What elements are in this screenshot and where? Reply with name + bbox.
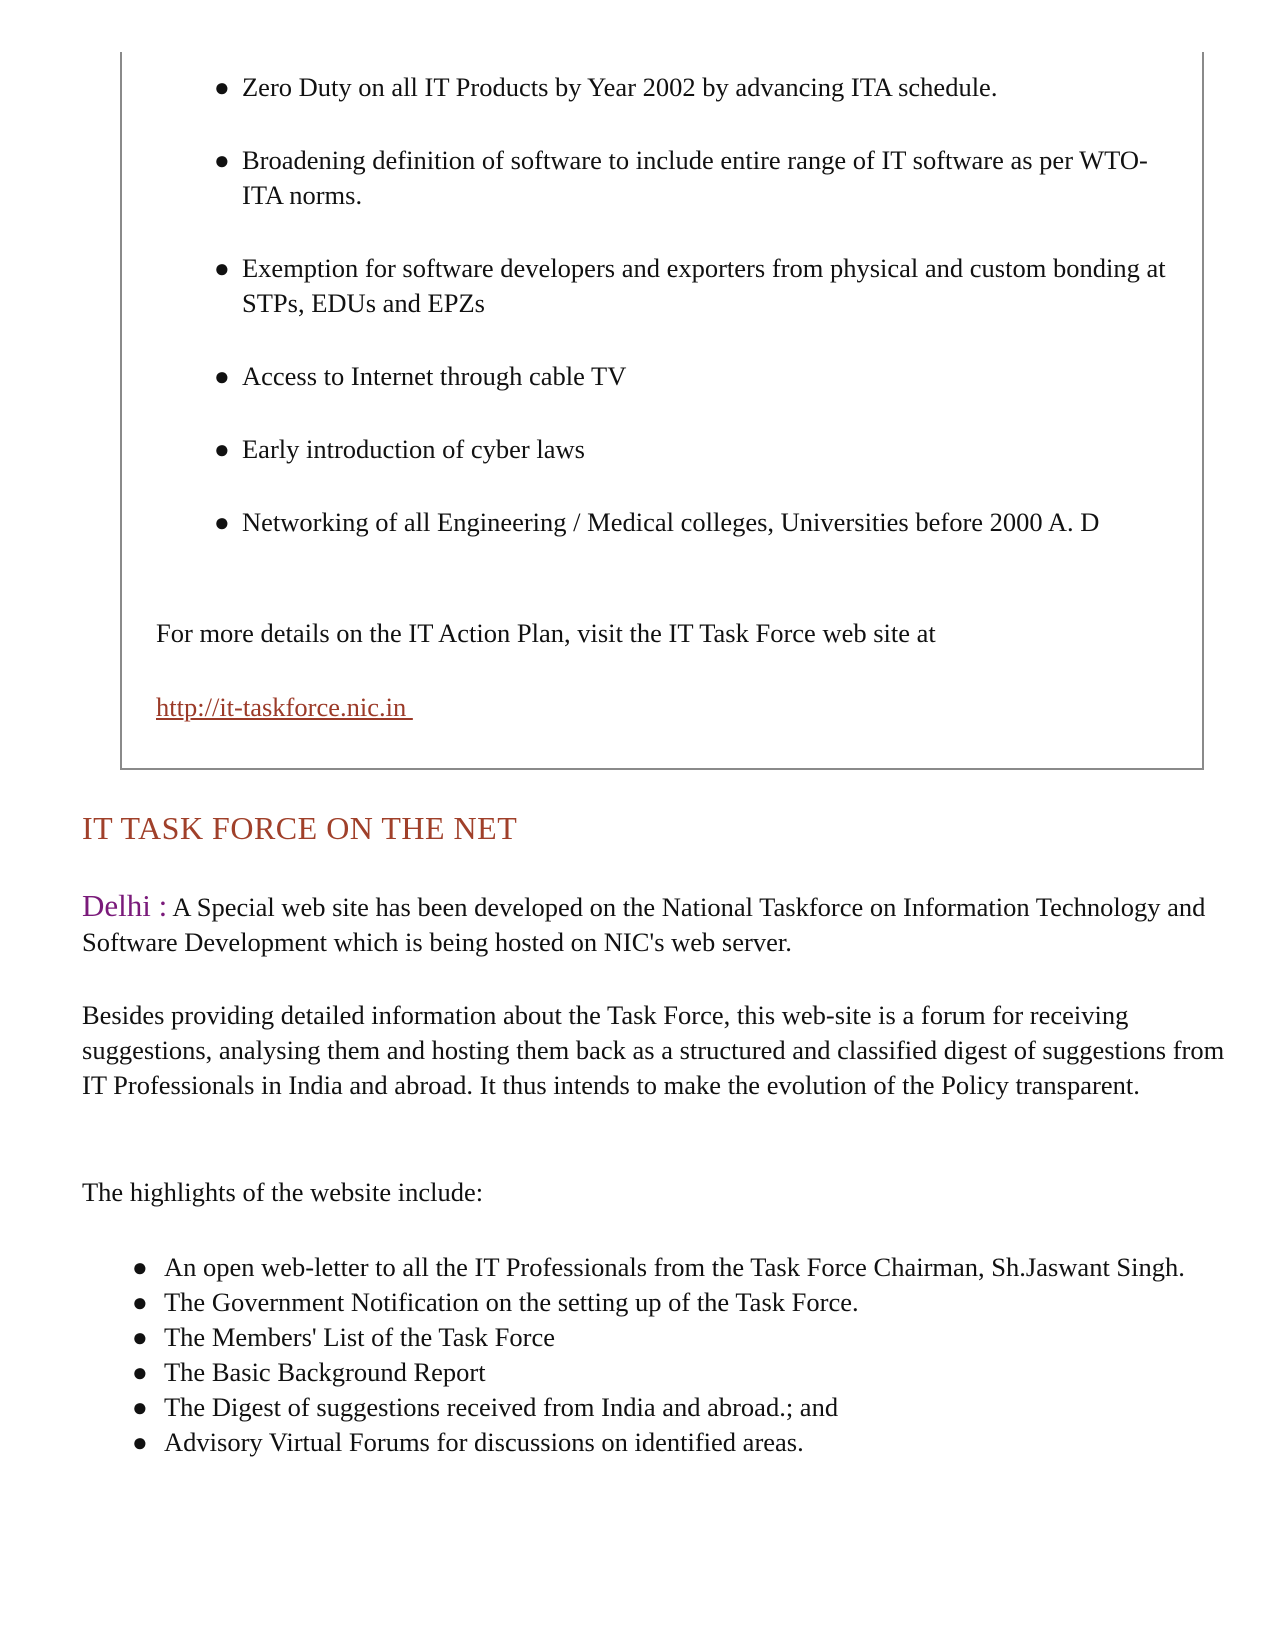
intro-text: A Special web site has been developed on the National Taskforce on Information Technology and Software Development which is being hosted on NIC's web server. xyxy=(82,892,1206,957)
bullet-icon: ● xyxy=(214,254,230,283)
bullet-icon: ● xyxy=(214,73,230,102)
list-item-text: Advisory Virtual Forums for discussions on identified areas. xyxy=(164,1427,804,1457)
bullet-icon: ● xyxy=(214,362,230,391)
bullet-icon: ● xyxy=(132,1288,148,1317)
list-item-text: Networking of all Engineering / Medical colleges, Universities before 2000 A. D xyxy=(242,507,1100,537)
list-item xyxy=(132,1320,1212,1355)
bullet-icon: ● xyxy=(214,146,230,175)
list-item xyxy=(132,1390,1212,1425)
list-item-text: The Government Notification on the setting up of the Task Force. xyxy=(164,1287,859,1317)
bullet-icon: ● xyxy=(214,508,230,537)
list-item xyxy=(214,359,1174,394)
list-item-text: Early introduction of cyber laws xyxy=(242,434,585,464)
list-item-text: Zero Duty on all IT Products by Year 2002 by advancing ITA schedule. xyxy=(242,72,998,102)
bullet-icon: ● xyxy=(214,435,230,464)
list-item-text: The Members' List of the Task Force xyxy=(164,1322,556,1352)
bullet-icon: ● xyxy=(132,1393,148,1422)
bullet-icon: ● xyxy=(132,1428,148,1457)
section-heading: IT TASK FORCE ON THE NET xyxy=(82,810,518,846)
list-item-text: Access to Internet through cable TV xyxy=(242,361,627,391)
bullet-icon: ● xyxy=(132,1358,148,1387)
it-taskforce-link[interactable]: http://it-taskforce.nic.in xyxy=(156,692,413,722)
bullet-icon: ● xyxy=(132,1323,148,1352)
list-item-text: An open web-letter to all the IT Professionals from the Task Force Chairman, Sh.Jaswant Singh. xyxy=(164,1252,1185,1282)
highlights-list xyxy=(132,1250,1212,1460)
list-item xyxy=(132,1355,1212,1390)
list-item-text: Broadening definition of software to include entire range of IT software as per WTO-ITA norms. xyxy=(242,145,1148,210)
list-item xyxy=(214,251,1174,321)
bullet-icon: ● xyxy=(132,1253,148,1282)
list-item xyxy=(214,432,1174,467)
dateline: Delhi : xyxy=(82,888,168,923)
list-item xyxy=(214,70,1174,105)
list-item-text: The Digest of suggestions received from India and abroad.; and xyxy=(164,1392,839,1422)
list-item xyxy=(132,1285,1212,1320)
description-paragraph: Besides providing detailed information about the Task Force, this web-site is a forum for receiving suggestions, analysing them and hosting them back as a structured and classified digest of suggestions from IT Professionals in India and abroad. It thus intends to make the evolution of the Policy transparent. xyxy=(82,1000,1225,1100)
action-plan-list xyxy=(214,70,1174,578)
highlights-intro: The highlights of the website include: xyxy=(82,1177,484,1207)
action-plan-box xyxy=(120,52,1204,770)
list-item-text: Exemption for software developers and exporters from physical and custom bonding at STPs, EDUs and EPZs xyxy=(242,253,1166,318)
intro-paragraph xyxy=(82,888,1232,960)
list-item xyxy=(132,1250,1212,1285)
list-item-text: The Basic Background Report xyxy=(164,1357,486,1387)
list-item xyxy=(214,143,1174,213)
list-item xyxy=(214,505,1174,540)
more-details-text: For more details on the IT Action Plan, visit the IT Task Force web site at xyxy=(156,618,936,648)
list-item xyxy=(132,1425,1212,1460)
